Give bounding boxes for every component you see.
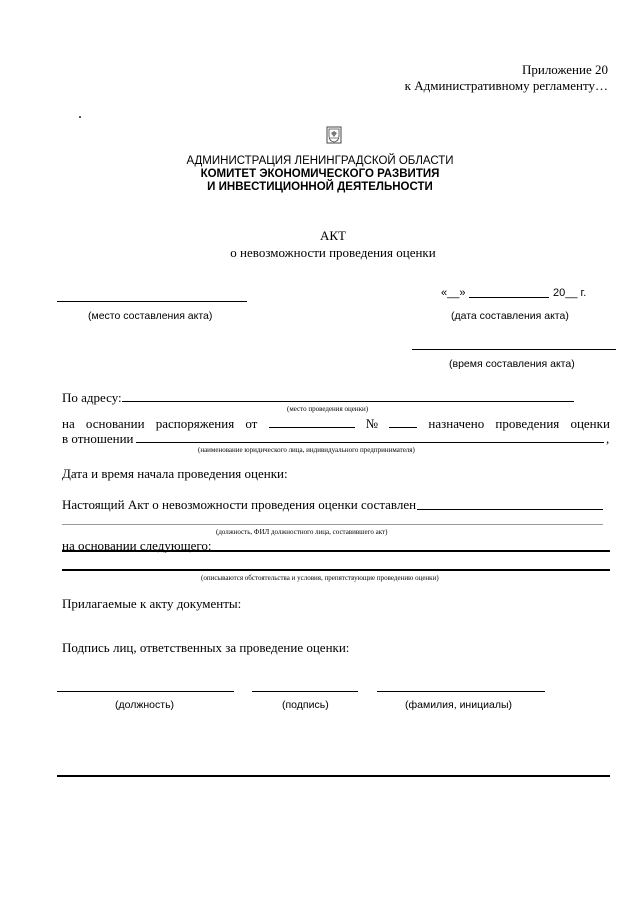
appendix-line-2: к Административному регламенту… [404, 78, 608, 93]
order-date-field[interactable] [269, 417, 355, 428]
attached-docs-label: Прилагаемые к акту документы: [62, 596, 242, 611]
basis-word-7: оценки [570, 416, 610, 431]
position-field[interactable] [57, 691, 234, 692]
number-sign: № [365, 416, 379, 431]
bottom-rule [57, 775, 610, 777]
date-month-field[interactable] [469, 297, 549, 298]
compiler-field-2[interactable] [62, 524, 603, 525]
place-caption: (место составления акта) [88, 310, 213, 322]
position-caption: (должность) [115, 699, 175, 711]
fullname-field[interactable] [377, 691, 545, 692]
time-caption: (время составления акта) [449, 358, 575, 370]
address-label: По адресу: [62, 390, 122, 405]
time-field[interactable] [412, 349, 616, 350]
date-caption: (дата составления акта) [451, 310, 569, 322]
start-datetime-label: Дата и время начала проведения оценки: [62, 466, 288, 481]
circumstances-field-1[interactable] [62, 550, 610, 552]
org-name-line-2: КОМИТЕТ ЭКОНОМИЧЕСКОГО РАЗВИТИЯ [200, 168, 440, 180]
org-name-line-3: И ИНВЕСТИЦИОННОЙ ДЕЯТЕЛЬНОСТИ [207, 181, 433, 193]
basis-word-4: от [245, 416, 258, 431]
document-subtitle: о невозможности проведения оценки [230, 245, 436, 260]
basis-word-2: основании [85, 416, 145, 431]
basis-word-1: на [62, 416, 75, 431]
act-compiled-label: Настоящий Акт о невозможности проведения оценки составлен [62, 497, 417, 512]
org-name-line-1: АДМИНИСТРАЦИЯ ЛЕНИНГРАДСКОЙ ОБЛАСТИ [186, 155, 454, 167]
basis-line [62, 416, 610, 432]
regarding-field[interactable] [136, 442, 604, 443]
stray-dot [79, 116, 81, 118]
signatures-label: Подпись лиц, ответственных за проведение оценки: [62, 640, 350, 655]
date-year-field[interactable]: 20__ г. [553, 287, 587, 299]
signature-caption: (подпись) [282, 699, 329, 711]
compiler-field-1[interactable] [417, 509, 603, 510]
basis-word-5: назначено [428, 416, 485, 431]
order-number-field[interactable] [389, 417, 417, 428]
official-caption: (должность, ФИЛ должностного лица, составившего акт) [216, 528, 388, 536]
basis-word-3: распоряжения [155, 416, 235, 431]
circumstances-caption: (описываются обстоятельства и условия, препятствующие проведению оценки) [201, 574, 439, 582]
entity-caption: (наименование юридического лица, индивидуального предпринимателя) [198, 446, 415, 454]
regarding-label: в отношении [62, 431, 134, 446]
date-day-field[interactable]: «__» [441, 287, 466, 299]
appendix-line-1: Приложение 20 [521, 62, 608, 77]
coat-of-arms-icon [326, 126, 342, 144]
fullname-caption: (фамилия, инициалы) [405, 699, 512, 711]
basis-word-6: проведения [495, 416, 560, 431]
on-basis-following-label: на основании следующего: [62, 538, 212, 553]
circumstances-field-2[interactable] [62, 569, 610, 571]
document-title: АКТ [320, 228, 346, 243]
place-field[interactable] [57, 301, 247, 302]
signature-field[interactable] [252, 691, 358, 692]
venue-caption: (место проведения оценки) [287, 405, 369, 413]
regarding-comma: , [606, 431, 610, 446]
address-field[interactable] [122, 401, 574, 402]
